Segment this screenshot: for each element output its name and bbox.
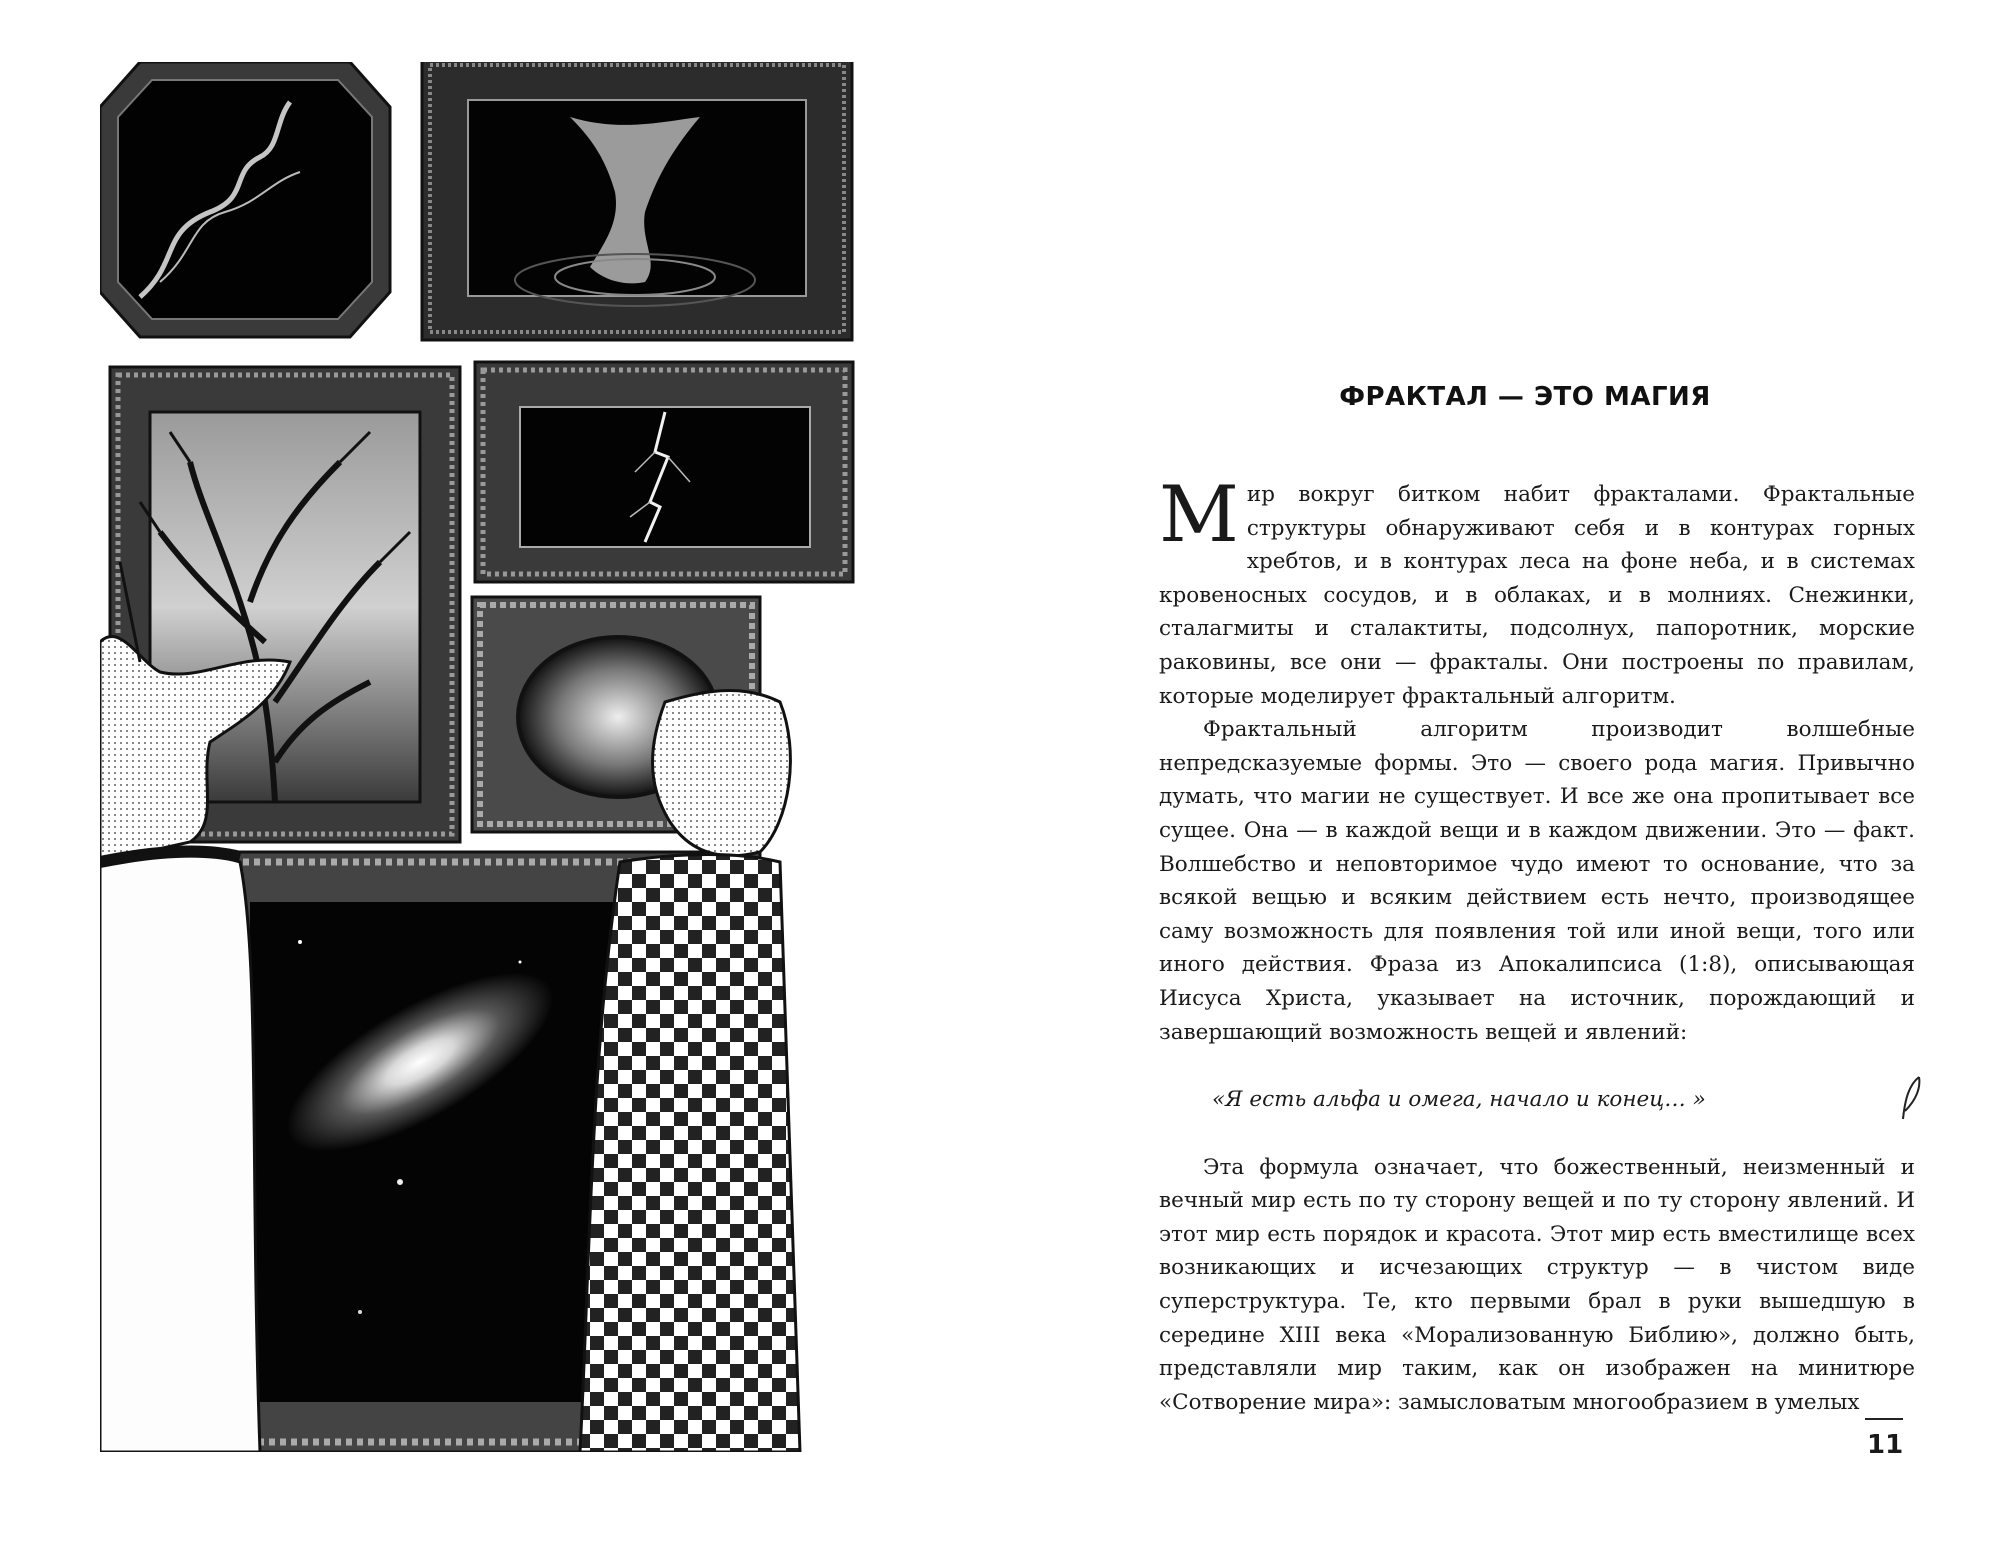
quotation-text: «Я есть альфа и омега, начало и конец… » bbox=[1212, 1087, 1706, 1113]
paragraph-3: Эта формула означает, что божественный, неизменный и вечный мир есть по ту сторону вещей и по ту сторону явлений. И этот мир есть порядок и красота. Этот мир есть вместилище всех возникающих и исчезающих структур — в чистом виде суперструктура. Те, кто первыми брал в руки вышедшую в середине XIII века «Морализованную Библию», должно быть, представляли мир таким, как он изображен на минитюре «Сотворение мира»: замысловатым многообразием в умелых bbox=[1159, 1154, 1915, 1415]
paragraph-1-text: ир вокруг битком набит фракталами. Фрактальные структуры обнаруживают себя и в контурах горных хребтов, и в контурах леса на фоне неба, и в системах кровеносных сосудов, и в облаках, и в молниях. Снежинки, сталагмиты и сталактиты, подсолнух, папоротник, морские раковины, все они — фракталы. Они построены по правилам, которые моделирует фрактальный алгоритм. bbox=[1159, 482, 1915, 709]
drop-cap: М bbox=[1159, 470, 1239, 560]
paragraph-2: Фрактальный алгоритм производит волшебные непредсказуемые формы. Это — своего рода магия. Привычно думать, что магии не существует. И все же она пропитывает все сущее. Она — в каждой вещи и в каждом движении. Это — факт. Волшебство и неповторимое чудо имеют то основание, что за всякой вещью и всяким действием есть нечто, производящее саму возможность для появления той или иной вещи, того или иного действия. Фраза из Апокалипсиса (1:8), описывающая Иисуса Христа, указывает на источник, порождающий и завершающий возможность вещей и явлений: bbox=[1159, 717, 1915, 1045]
chapter-heading: ФРАКТАЛ — ЭТО МАГИЯ bbox=[1339, 382, 1711, 412]
page-number-rule bbox=[1865, 1418, 1903, 1420]
smoke-frame bbox=[100, 62, 390, 337]
text-page bbox=[1135, 0, 1915, 1541]
illustration-gallery bbox=[100, 62, 855, 1452]
page-number: 11 bbox=[1867, 1430, 1904, 1460]
paragraph-1 bbox=[1159, 470, 1915, 713]
body-text bbox=[1159, 470, 1915, 1419]
quotation bbox=[1212, 1083, 1915, 1117]
lightning-frame bbox=[475, 362, 853, 582]
tornado-frame bbox=[420, 62, 853, 342]
quill-icon bbox=[1899, 1075, 1923, 1121]
gallery-illustration bbox=[100, 62, 855, 1452]
